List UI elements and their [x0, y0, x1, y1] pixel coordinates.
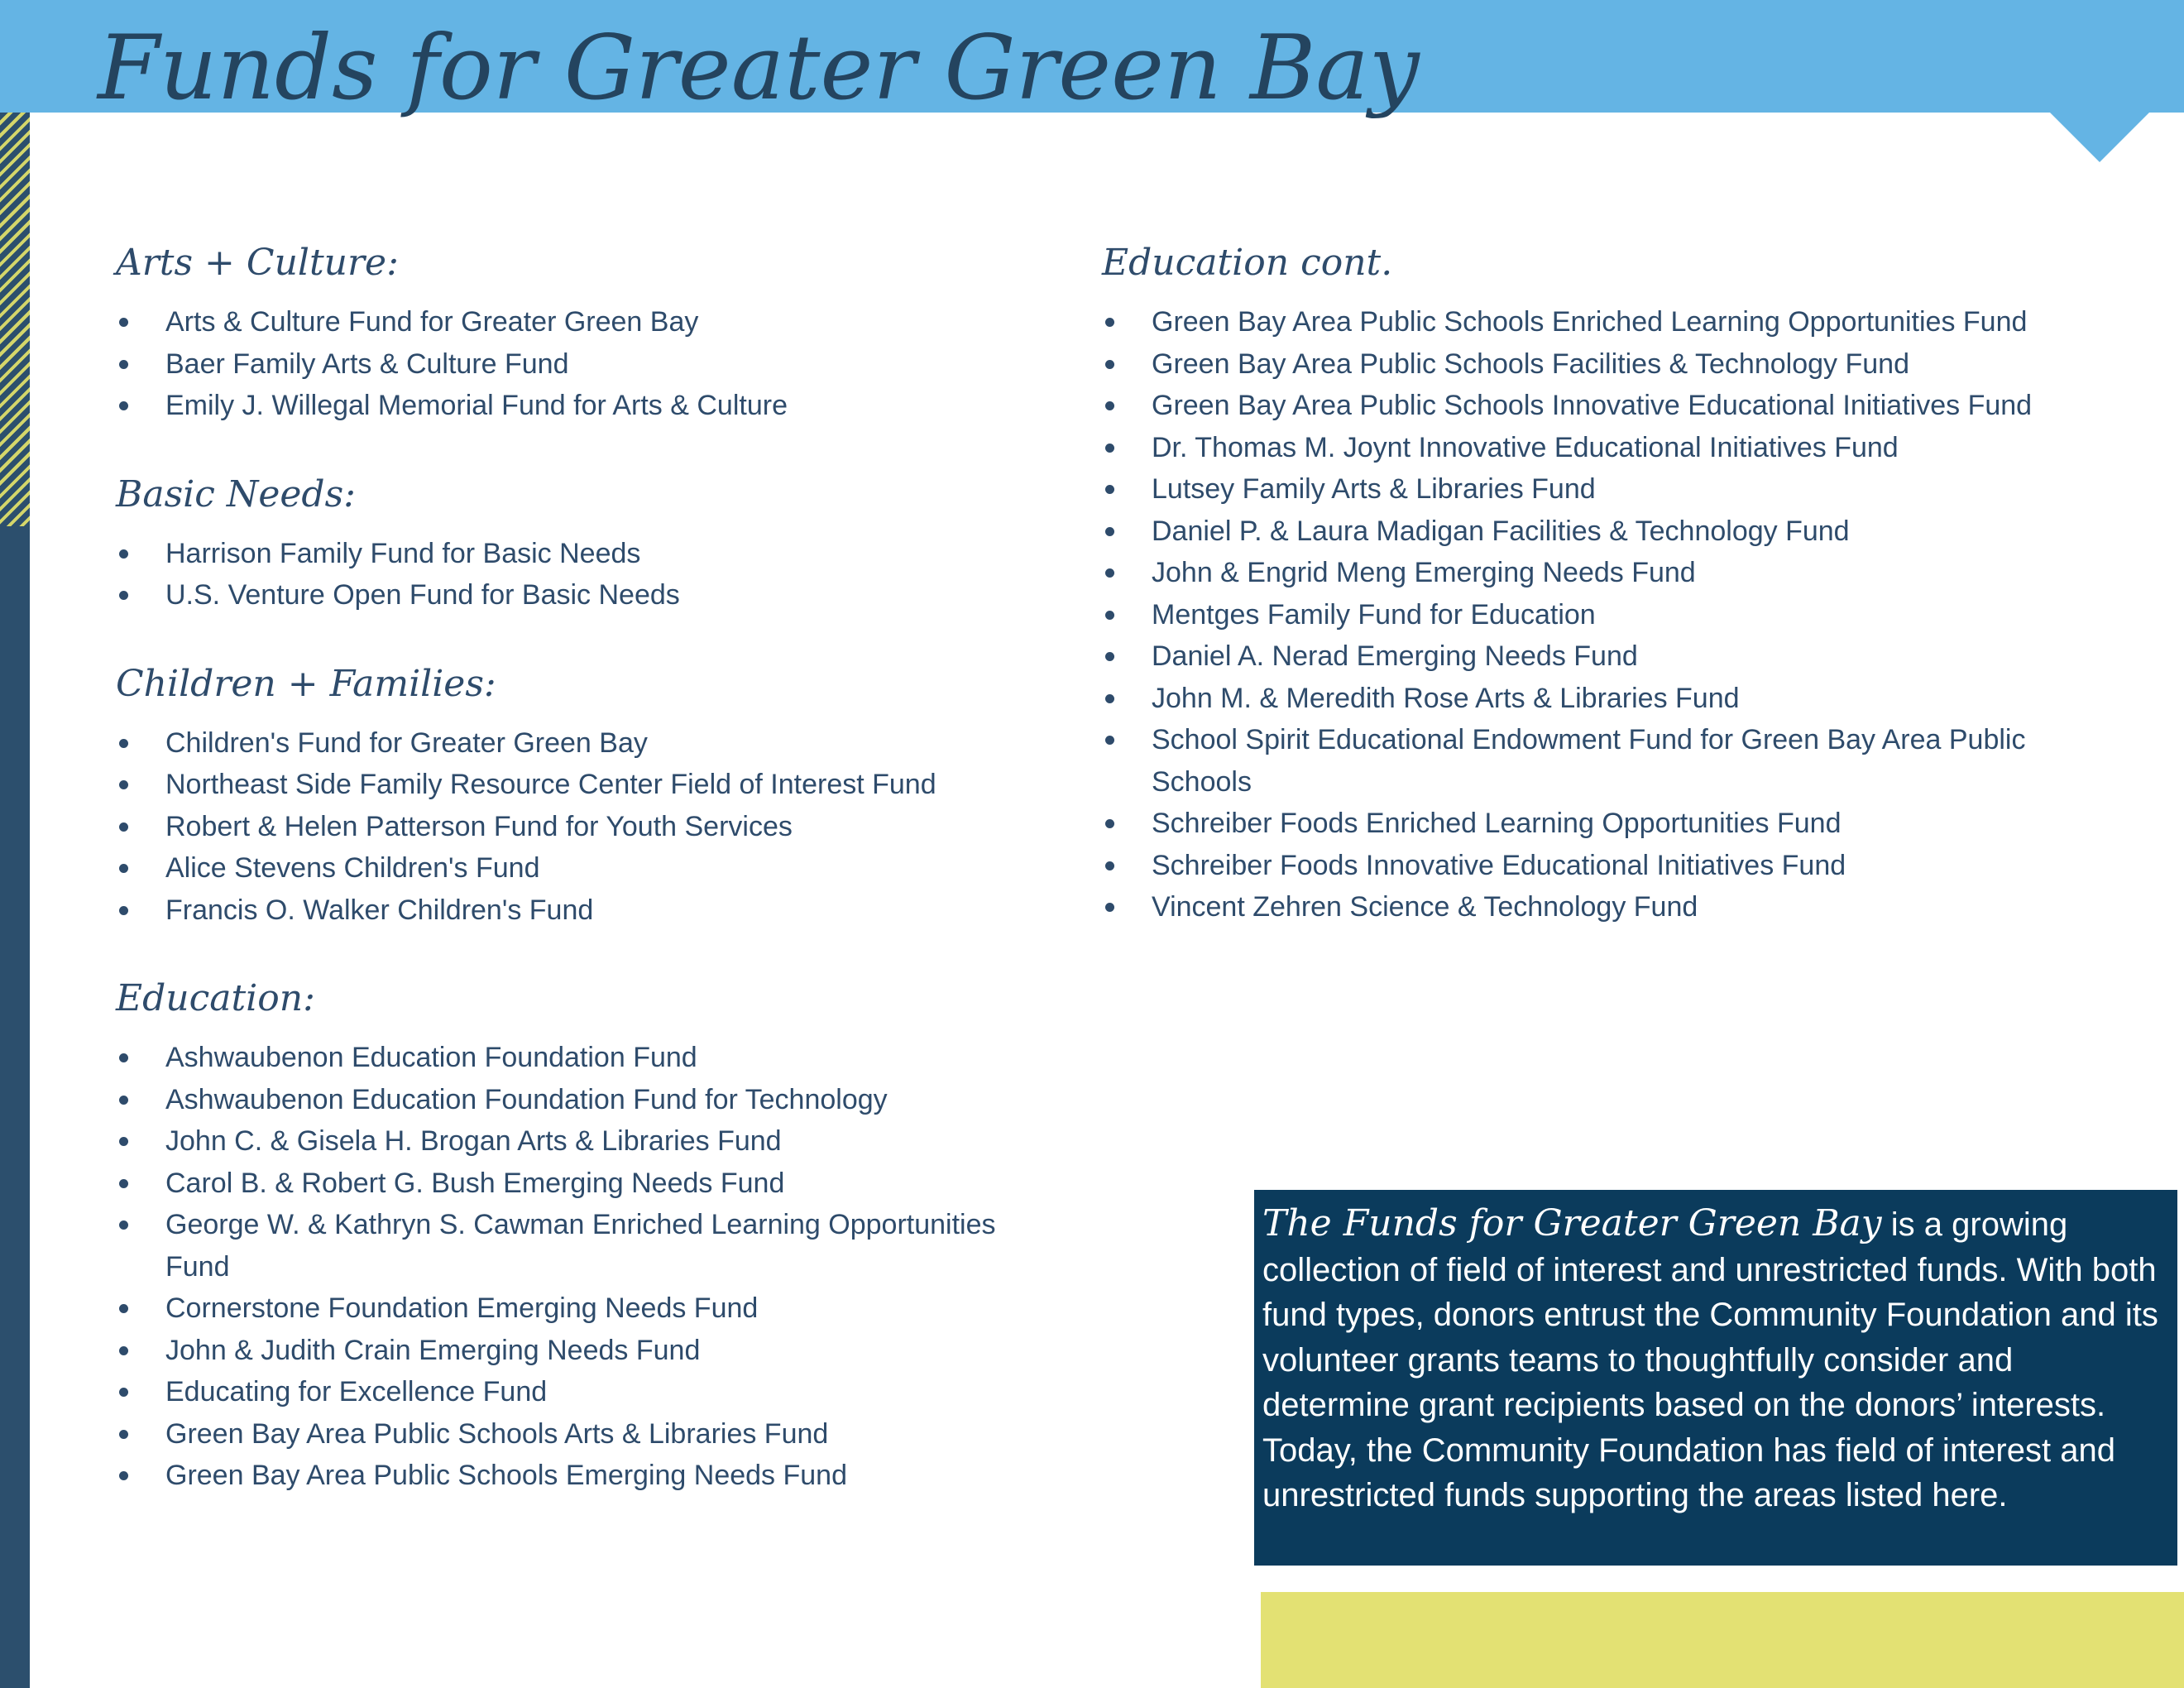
fund-list-item: Lutsey Family Arts & Libraries Fund — [1102, 468, 2078, 511]
info-box-script-title: The Funds for Greater Green Bay — [1262, 1202, 1882, 1244]
fund-list-item: U.S. Venture Open Fund for Basic Needs — [116, 574, 1067, 616]
yellow-accent-block — [1261, 1592, 2184, 1688]
fund-list-item: George W. & Kathryn S. Cawman Enriched Learning Opportunities Fund — [116, 1204, 1067, 1288]
fund-list-item: Mentges Family Fund for Education — [1102, 594, 2078, 636]
fund-section — [1102, 240, 2078, 928]
fund-list-item: Ashwaubenon Education Foundation Fund — [116, 1037, 1067, 1079]
right-column — [1102, 240, 2078, 973]
section-heading: Basic Needs: — [116, 472, 356, 516]
fund-list-item: John & Judith Crain Emerging Needs Fund — [116, 1330, 1067, 1372]
fund-list-item: Green Bay Area Public Schools Innovative Educational Initiatives Fund — [1102, 385, 2078, 427]
section-heading: Children + Families: — [116, 662, 496, 705]
page-title: Funds for Greater Green Bay — [98, 17, 1420, 120]
fund-list-item: John & Engrid Meng Emerging Needs Fund — [1102, 552, 2078, 594]
fund-list-item: John C. & Gisela H. Brogan Arts & Libraries Fund — [116, 1120, 1067, 1163]
fund-list-item: Green Bay Area Public Schools Emerging Needs Fund — [116, 1455, 1067, 1497]
fund-list-item: Vincent Zehren Science & Technology Fund — [1102, 886, 2078, 928]
fund-list-item: Cornerstone Foundation Emerging Needs Fund — [116, 1288, 1067, 1330]
fund-section — [116, 976, 1067, 1497]
info-box — [1254, 1190, 2177, 1566]
fund-list — [116, 1037, 1067, 1497]
fund-list-item: Ashwaubenon Education Foundation Fund for Technology — [116, 1079, 1067, 1121]
fund-list-item: Harrison Family Fund for Basic Needs — [116, 533, 1067, 575]
fund-list-item: Daniel P. & Laura Madigan Facilities & Technology Fund — [1102, 511, 2078, 553]
section-heading: Education cont. — [1102, 242, 1393, 284]
fund-list — [116, 301, 1067, 427]
fund-list-item: Children's Fund for Greater Green Bay — [116, 722, 1067, 765]
fund-list-item: John M. & Meredith Rose Arts & Libraries Fund — [1102, 678, 2078, 720]
section-heading: Arts + Culture: — [116, 242, 399, 284]
fund-list-item: Arts & Culture Fund for Greater Green Bay — [116, 301, 1067, 343]
fund-list — [116, 722, 1067, 932]
info-box-body: is a growing collection of field of interest and unrestricted funds. With both fund types, donors entrust the Community Foundation and its volunteer grants teams to thoughtfully consider and determine grant recipients based on the donors’ interests. Today, the Community Foundation has field of interest and unrestricted funds supporting the areas listed here. — [1262, 1206, 2158, 1513]
fund-list — [1102, 301, 2078, 928]
header-notch — [2050, 113, 2149, 162]
fund-list — [116, 533, 1067, 616]
fund-list-item: Robert & Helen Patterson Fund for Youth Services — [116, 806, 1067, 848]
fund-list-item: Alice Stevens Children's Fund — [116, 847, 1067, 890]
fund-list-item: Francis O. Walker Children's Fund — [116, 890, 1067, 932]
fund-list-item: Green Bay Area Public Schools Arts & Libraries Fund — [116, 1413, 1067, 1455]
fund-list-item: Baer Family Arts & Culture Fund — [116, 343, 1067, 386]
fund-section — [116, 240, 1067, 427]
fund-list-item: Carol B. & Robert G. Bush Emerging Needs Fund — [116, 1163, 1067, 1205]
fund-list-item: School Spirit Educational Endowment Fund for Green Bay Area Public Schools — [1102, 719, 2078, 803]
fund-list-item: Emily J. Willegal Memorial Fund for Arts & Culture — [116, 385, 1067, 427]
fund-list-item: Schreiber Foods Innovative Educational Initiatives Fund — [1102, 845, 2078, 887]
fund-list-item: Daniel A. Nerad Emerging Needs Fund — [1102, 635, 2078, 678]
section-heading: Education: — [116, 977, 315, 1019]
fund-list-item: Green Bay Area Public Schools Facilities & Technology Fund — [1102, 343, 2078, 386]
left-column — [116, 240, 1067, 1542]
fund-list-item: Green Bay Area Public Schools Enriched Learning Opportunities Fund — [1102, 301, 2078, 343]
fund-list-item: Northeast Side Family Resource Center Field of Interest Fund — [116, 764, 1067, 806]
fund-list-item: Schreiber Foods Enriched Learning Opportunities Fund — [1102, 803, 2078, 845]
side-stripes — [0, 113, 30, 526]
fund-list-item: Educating for Excellence Fund — [116, 1371, 1067, 1413]
fund-list-item: Dr. Thomas M. Joynt Innovative Educational Initiatives Fund — [1102, 427, 2078, 469]
fund-section — [116, 661, 1067, 932]
fund-section — [116, 472, 1067, 616]
